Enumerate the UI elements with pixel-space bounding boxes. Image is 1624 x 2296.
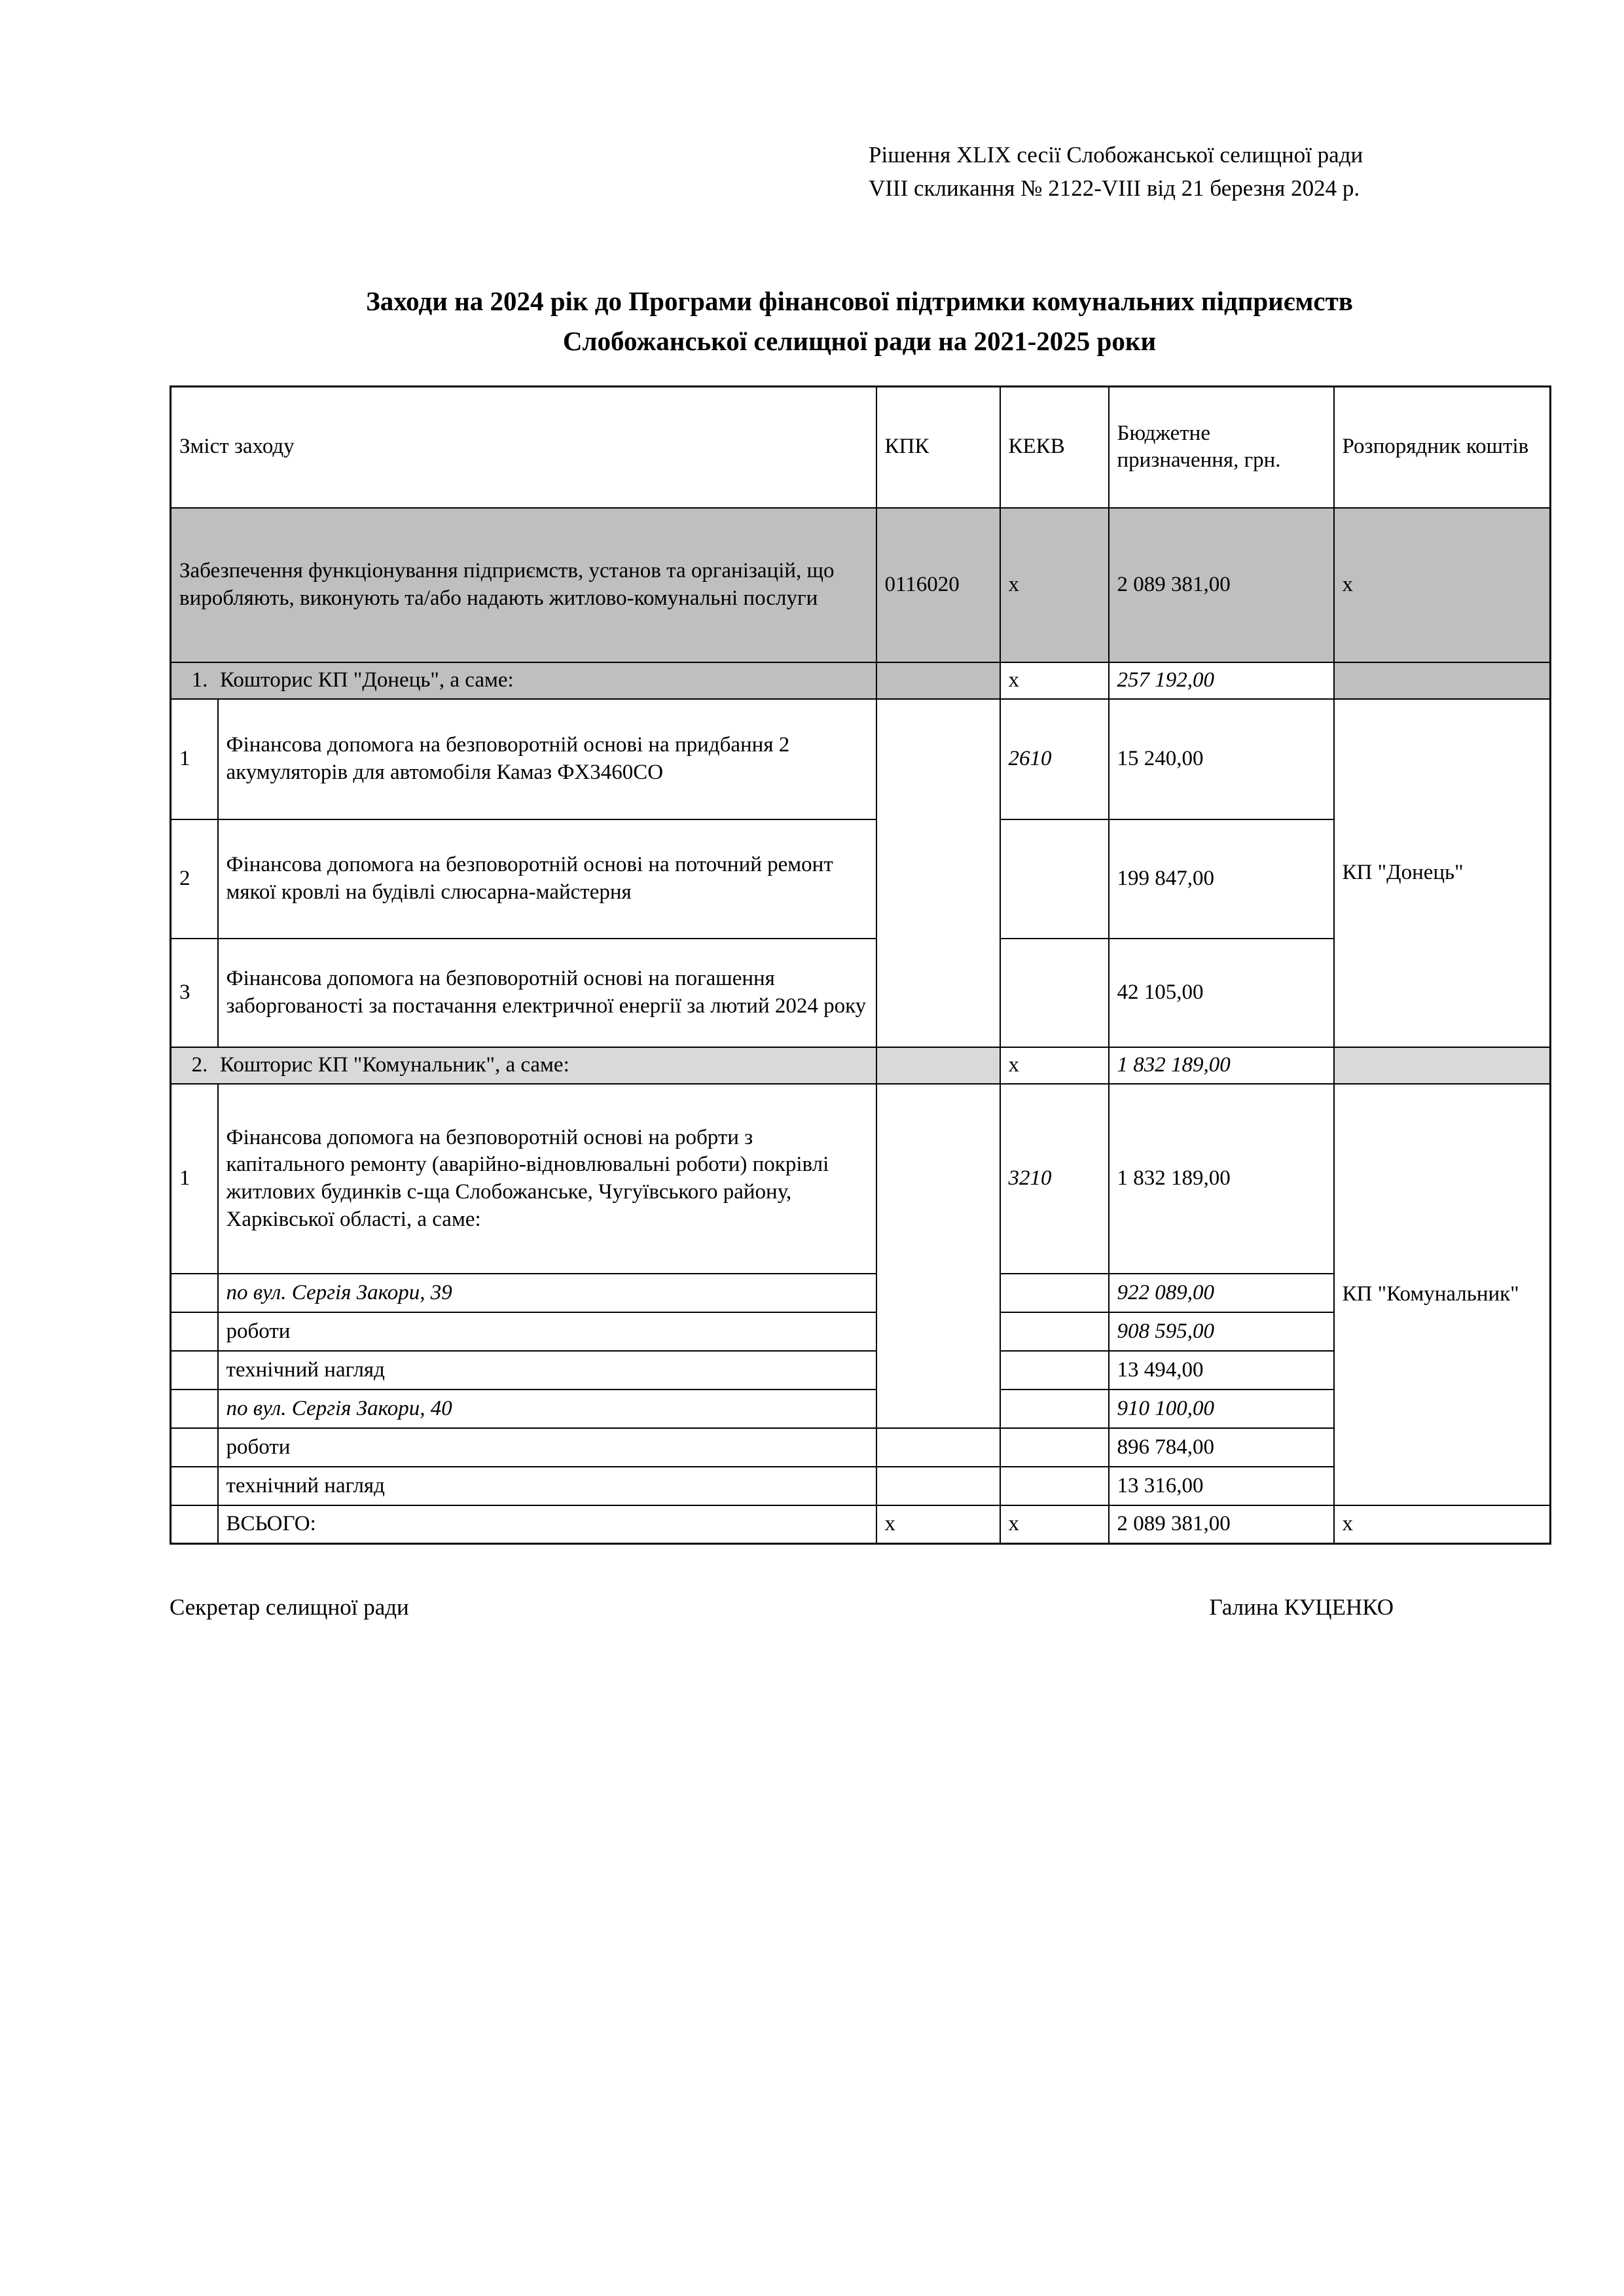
item-budget: 15 240,00: [1109, 699, 1334, 819]
total-manager: х: [1334, 1505, 1551, 1543]
item-kekv: [1000, 939, 1109, 1047]
subitem-kekv: [1000, 1390, 1109, 1428]
subitem-text: по вул. Сергія Закори, 40: [218, 1390, 876, 1428]
top-block-kpk: 0116020: [876, 508, 1000, 662]
signature-line: [170, 1594, 1549, 1621]
item-number: 1: [171, 699, 218, 819]
subitem-number: [171, 1274, 218, 1312]
section1-header-title: [171, 662, 876, 699]
item-number: 3: [171, 939, 218, 1047]
subitem-kpk: [876, 1428, 1000, 1467]
subitem-text: роботи: [218, 1312, 876, 1351]
section1-kpk-merged: [876, 699, 1000, 1047]
table-header-row: [171, 386, 1551, 508]
document-title: [170, 281, 1549, 362]
top-block-content: Забезпечення функціонування підприємств, установ та організацій, що виробляють, виконують та/або надають житлово-комунальні послуги: [171, 508, 876, 662]
section1-item1-row: [171, 699, 1551, 819]
subitem-text: технічний нагляд: [218, 1467, 876, 1505]
col-header-manager: Розпорядник коштів: [1334, 386, 1551, 508]
subitem-budget: 896 784,00: [1109, 1428, 1334, 1467]
section2-header-budget: 1 832 189,00: [1109, 1047, 1334, 1084]
total-kpk: х: [876, 1505, 1000, 1543]
item-budget: 42 105,00: [1109, 939, 1334, 1047]
section2-header-title: [171, 1047, 876, 1084]
top-block-budget: 2 089 381,00: [1109, 508, 1334, 662]
subitem-budget: 910 100,00: [1109, 1390, 1334, 1428]
item-budget: 1 832 189,00: [1109, 1084, 1334, 1274]
subitem-number: [171, 1390, 218, 1428]
section2-header-kpk: [876, 1047, 1000, 1084]
total-number-cell: [171, 1505, 218, 1543]
item-budget: 199 847,00: [1109, 819, 1334, 939]
subitem-kekv: [1000, 1312, 1109, 1351]
col-header-kpk: КПК: [876, 386, 1000, 508]
section1-header-kekv: х: [1000, 662, 1109, 699]
item-kekv: 2610: [1000, 699, 1109, 819]
col-header-kekv: КЕКВ: [1000, 386, 1109, 508]
top-block-row: [171, 508, 1551, 662]
item-kekv: [1000, 819, 1109, 939]
section1-manager: КП "Донець": [1334, 699, 1551, 1047]
top-block-manager: х: [1334, 508, 1551, 662]
item-text: Фінансова допомога на безповоротній основі на придбання 2 акумуляторів для автомобіля Камаз ФХ3460СО: [218, 699, 876, 819]
subitem-number: [171, 1351, 218, 1390]
subitem-budget: 908 595,00: [1109, 1312, 1334, 1351]
top-block-kekv: х: [1000, 508, 1109, 662]
subitem-kpk: [876, 1467, 1000, 1505]
decision-reference-line1: Рішення XLIX сесії Слобожанської селищної ради: [869, 142, 1363, 168]
section2-header-row: [171, 1047, 1551, 1084]
col-header-content: Зміст заходу: [171, 386, 876, 508]
item-text: Фінансова допомога на безповоротній основі на робрти з капітального ремонту (аварійно-відновлювальні роботи) покрівлі житлових будинків с-ща Слобожанське, Чугуївського району, Харківської області, а саме:: [218, 1084, 876, 1274]
total-budget: 2 089 381,00: [1109, 1505, 1334, 1543]
document-title-line2: Слобожанської селищної ради на 2021-2025 роки: [562, 326, 1157, 356]
subitem-kekv: [1000, 1274, 1109, 1312]
subitem-text: роботи: [218, 1428, 876, 1467]
section1-header-row: [171, 662, 1551, 699]
subitem-kekv: [1000, 1351, 1109, 1390]
document-title-line1: Заходи на 2024 рік до Програми фінансової підтримки комунальних підприємств: [366, 285, 1353, 316]
section1-number: 1.: [191, 668, 208, 692]
subitem-number: [171, 1428, 218, 1467]
section2-number: 2.: [191, 1053, 208, 1077]
subitem-budget: 13 494,00: [1109, 1351, 1334, 1390]
section2-title: Кошторис КП "Комунальник", а саме:: [220, 1053, 569, 1077]
section1-header-kpk: [876, 662, 1000, 699]
subitem-text: по вул. Сергія Закори, 39: [218, 1274, 876, 1312]
item-text: Фінансова допомога на безповоротній основі на погашення заборгованості за постачання електричної енергії за лютий 2024 року: [218, 939, 876, 1047]
subitem-number: [171, 1312, 218, 1351]
subitem-budget: 922 089,00: [1109, 1274, 1334, 1312]
subitem-budget: 13 316,00: [1109, 1467, 1334, 1505]
section1-header-budget: 257 192,00: [1109, 662, 1334, 699]
subitem-kekv: [1000, 1467, 1109, 1505]
section2-manager: КП "Комунальник": [1334, 1084, 1551, 1505]
total-kekv: х: [1000, 1505, 1109, 1543]
total-label: ВСЬОГО:: [218, 1505, 876, 1543]
section1-title: Кошторис КП "Донець", а саме:: [220, 668, 514, 692]
section2-item1-row: [171, 1084, 1551, 1274]
item-text: Фінансова допомога на безповоротній основі на поточний ремонт мякої кровлі на будівлі слюсарна-майстерня: [218, 819, 876, 939]
item-number: 1: [171, 1084, 218, 1274]
section2-header-manager: [1334, 1047, 1551, 1084]
decision-reference: [869, 139, 1549, 206]
section2-kpk-merged: [876, 1084, 1000, 1428]
decision-reference-line2: VIII скликання № 2122-VIII від 21 березня 2024 р.: [869, 175, 1360, 201]
subitem-number: [171, 1467, 218, 1505]
subitem-text: технічний нагляд: [218, 1351, 876, 1390]
total-row: [171, 1505, 1551, 1543]
section2-header-kekv: х: [1000, 1047, 1109, 1084]
item-kekv: 3210: [1000, 1084, 1109, 1274]
measures-table: [170, 386, 1551, 1545]
subitem-kekv: [1000, 1428, 1109, 1467]
item-number: 2: [171, 819, 218, 939]
section1-header-manager: [1334, 662, 1551, 699]
col-header-budget: Бюджетне призначення, грн.: [1109, 386, 1334, 508]
signature-name: Галина КУЦЕНКО: [1209, 1594, 1394, 1620]
signature-title: Секретар селищної ради: [170, 1594, 409, 1620]
